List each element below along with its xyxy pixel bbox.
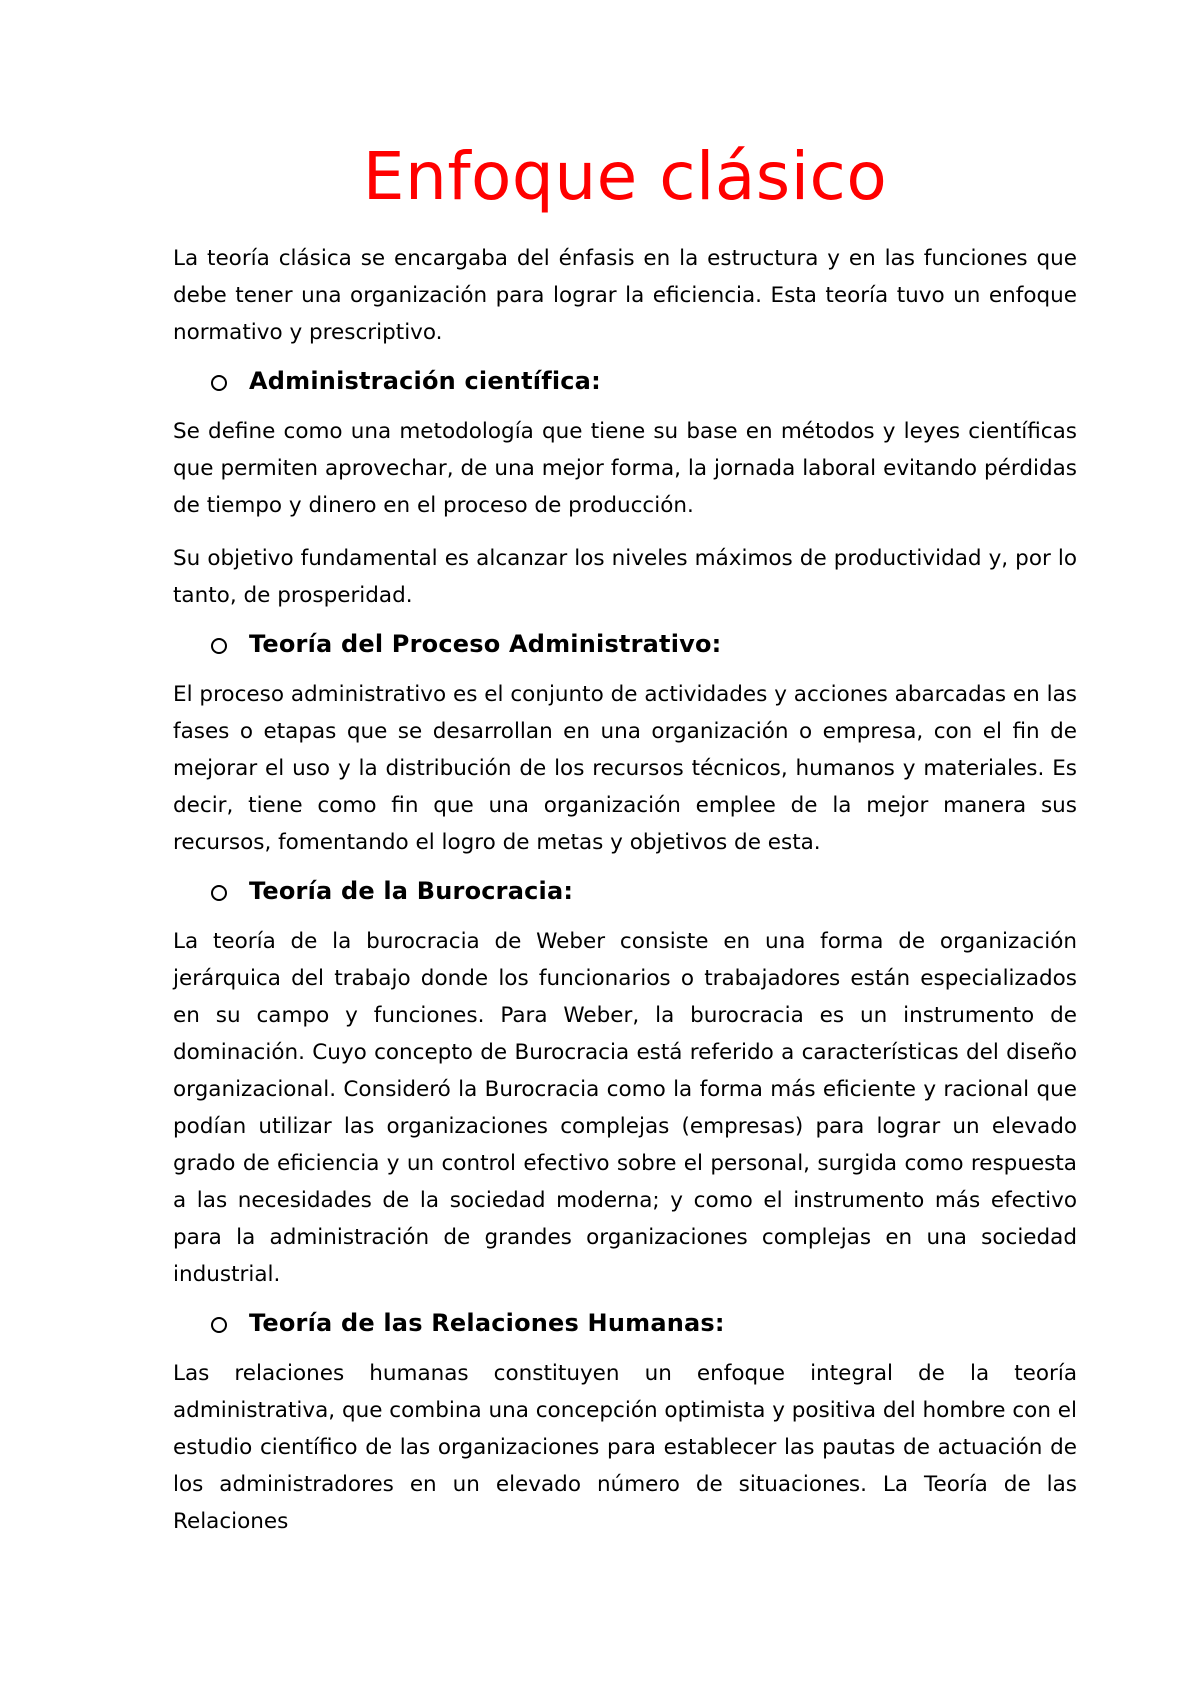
section-paragraph: Se define como una metodología que tiene su base en métodos y leyes científicas que permiten aprovechar, de una mejor forma, la jornada laboral evitando pérdidas de tiempo y dinero en el proceso de producción. bbox=[173, 418, 1077, 518]
section-heading-burocracia bbox=[173, 877, 1077, 905]
section-paragraph: La teoría de la burocracia de Weber consiste en una forma de organización jerárquica del trabajo donde los funcionarios o trabajadores están especializados en su campo y funciones. Para Weber, la burocracia es un instrumento de dominación. Cuyo concepto de Burocracia está referido a características del diseño organizacional. Consideró la Burocracia como la forma más eficiente y racional que podían utilizar las organizaciones complejas (empresas) para lograr un elevado grado de eficiencia y un control efectivo sobre el personal, surgida como respuesta a las necesidades de la sociedad moderna; y como el instrumento más efectivo para la administración de grandes organizaciones complejas en una sociedad industrial. bbox=[173, 928, 1077, 1287]
section-heading-relaciones-humanas bbox=[173, 1309, 1077, 1337]
document-body bbox=[173, 140, 1077, 1556]
section-heading-text: Teoría de las Relaciones Humanas: bbox=[249, 1308, 725, 1337]
section-heading-text: Teoría de la Burocracia: bbox=[249, 876, 574, 905]
hollow-circle-bullet-icon bbox=[211, 1317, 227, 1333]
hollow-circle-bullet-icon bbox=[211, 885, 227, 901]
section-paragraph: Su objetivo fundamental es alcanzar los niveles máximos de productividad y, por lo tanto, de prosperidad. bbox=[173, 545, 1077, 608]
hollow-circle-bullet-icon bbox=[211, 375, 227, 391]
page-title: Enfoque clásico bbox=[362, 138, 888, 215]
section-heading-text: Teoría del Proceso Administrativo: bbox=[249, 629, 722, 658]
section-paragraph: Las relaciones humanas constituyen un enfoque integral de la teoría administrativa, que combina una concepción optimista y positiva del hombre con el estudio científico de las organizaciones para establecer las pautas de actuación de los administradores en un elevado número de situaciones. La Teoría de las Relaciones bbox=[173, 1360, 1077, 1534]
section-paragraph: El proceso administrativo es el conjunto de actividades y acciones abarcadas en las fases o etapas que se desarrollan en una organización o empresa, con el fin de mejorar el uso y la distribución de los recursos técnicos, humanos y materiales. Es decir, tiene como fin que una organización emplee de la mejor manera sus recursos, fomentando el logro de metas y objetivos de esta. bbox=[173, 681, 1077, 855]
section-heading-text: Administración científica: bbox=[249, 366, 601, 395]
intro-paragraph: La teoría clásica se encargaba del énfasis en la estructura y en las funciones que debe tener una organización para lograr la eficiencia. Esta teoría tuvo un enfoque normativo y prescriptivo. bbox=[173, 245, 1077, 345]
hollow-circle-bullet-icon bbox=[211, 638, 227, 654]
section-heading-administracion-cientifica bbox=[173, 367, 1077, 395]
section-heading-proceso-administrativo bbox=[173, 630, 1077, 658]
